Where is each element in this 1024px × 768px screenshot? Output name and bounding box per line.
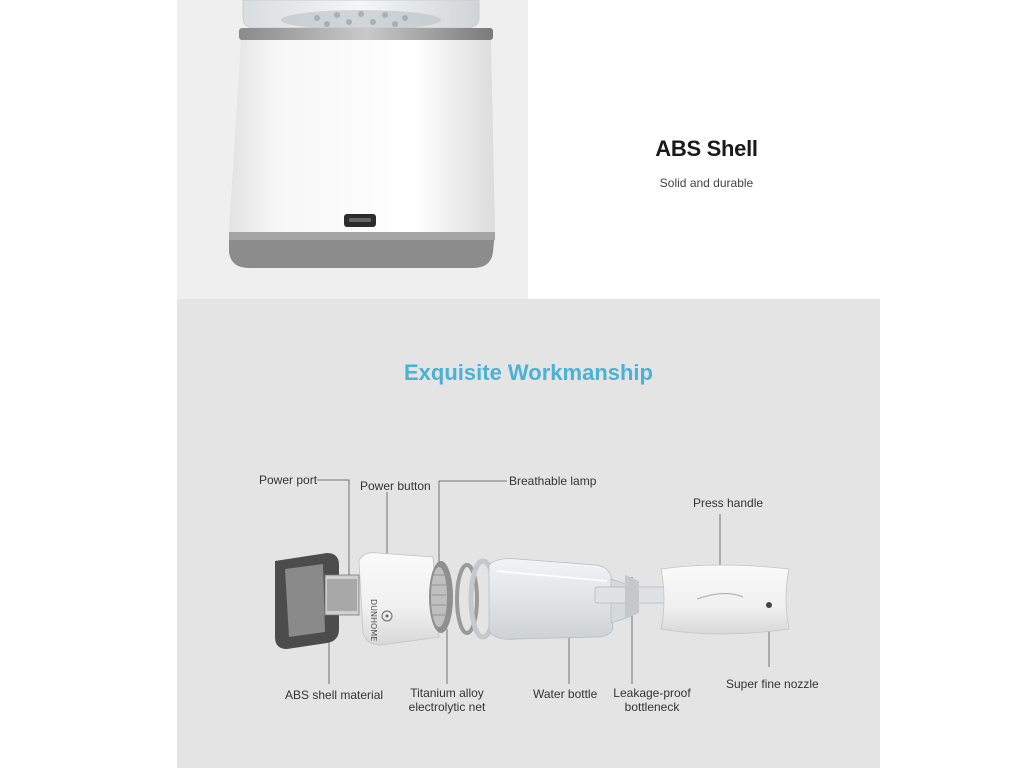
section-title: Exquisite Workmanship — [404, 360, 653, 385]
callout-breathable-lamp: Breathable lamp — [509, 474, 597, 488]
callout-power-button: Power button — [360, 479, 431, 493]
callout-bottleneck — [609, 686, 695, 714]
callout-titanium-line1: Titanium alloy — [410, 686, 484, 700]
callout-titanium-line2: electrolytic net — [408, 700, 486, 714]
workmanship-panel — [177, 299, 880, 768]
feature-subtitle: Solid and durable — [659, 176, 754, 190]
brand-logo: DUNHOME — [369, 599, 378, 642]
main-body-part — [359, 553, 439, 645]
nozzle-head-part — [661, 565, 789, 634]
exploded-view-diagram — [177, 299, 880, 768]
feature-block — [600, 136, 813, 190]
base-cap-part — [275, 553, 359, 649]
nozzle-icon — [766, 602, 772, 608]
callout-leakage-line1: Leakage-proof — [613, 686, 691, 700]
product-photo-base — [177, 0, 528, 299]
callout-leakage-line2: bottleneck — [624, 700, 680, 714]
callout-nozzle: Super fine nozzle — [726, 677, 819, 691]
feature-title: ABS Shell — [655, 136, 758, 161]
callout-titanium-net — [405, 686, 489, 714]
device-base-illustration — [177, 0, 528, 299]
callout-power-port: Power port — [259, 473, 318, 487]
callout-water-bottle: Water bottle — [533, 687, 598, 701]
titanium-net-part — [429, 561, 453, 633]
callout-abs-shell-material: ABS shell material — [285, 688, 384, 702]
callout-press-handle: Press handle — [693, 496, 764, 510]
